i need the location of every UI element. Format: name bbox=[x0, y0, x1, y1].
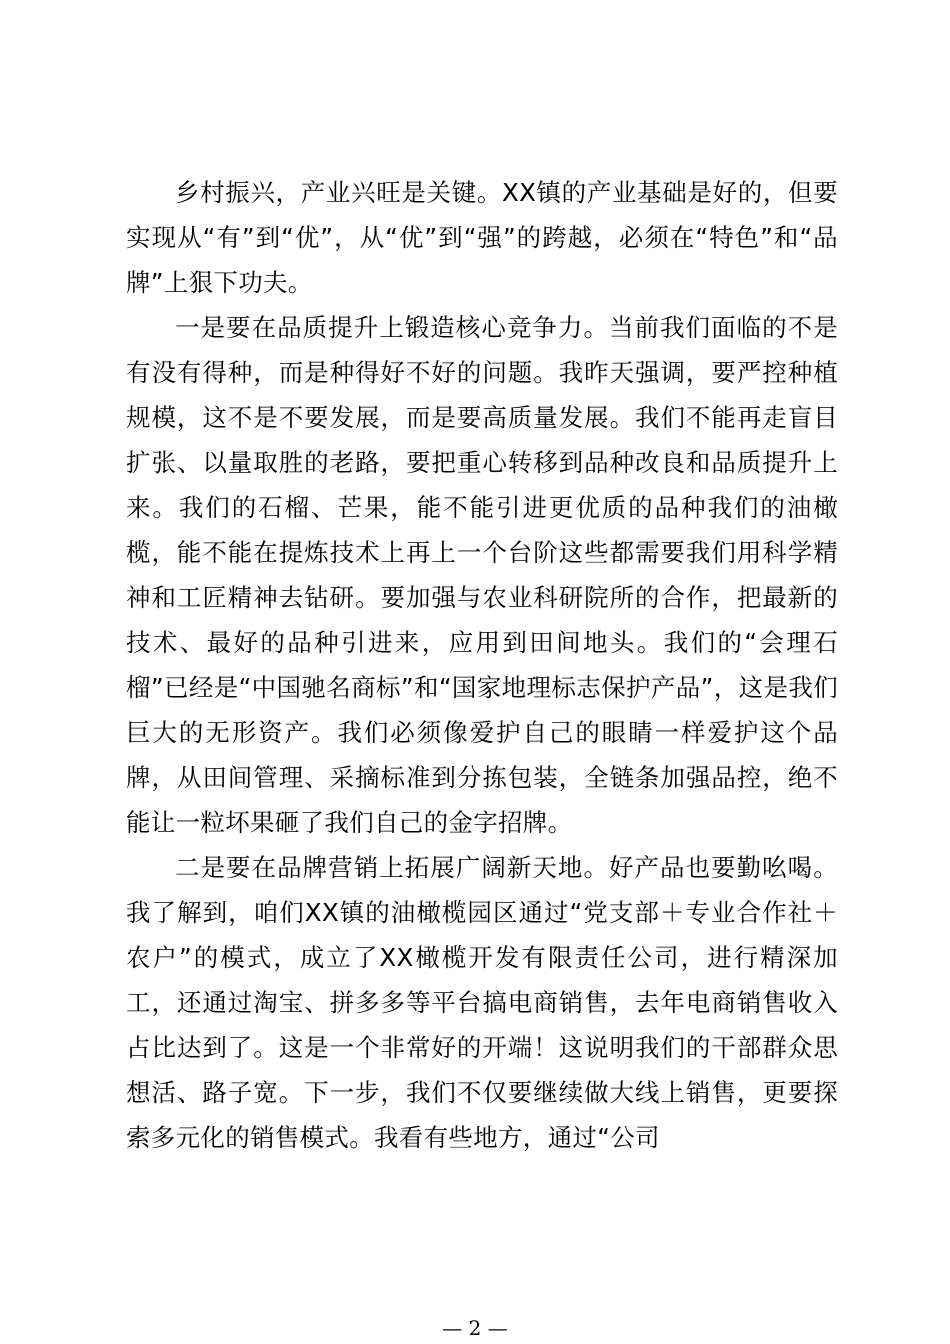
document-body bbox=[126, 170, 838, 1160]
paragraph-marketing: 二是要在品牌营销上拓展广阔新天地。好产品也要勤吆喝。我了解到，咱们XX镇的油橄榄园区通过“党支部＋专业合作社＋农户”的模式，成立了XX橄榄开发有限责任公司，进行精深加工，还通过淘宝、拼多多等平台搞电商销售，去年电商销售收入占比达到了。这是一个非常好的开端！这说明我们的干部群众思想活、路子宽。下一步，我们不仅要继续做大线上销售，更要探索多元化的销售模式。我看有些地方，通过“公司 bbox=[126, 853, 838, 1152]
paragraph-intro: 乡村振兴，产业兴旺是关键。XX镇的产业基础是好的，但要实现从“有”到“优”，从“优”到“强”的跨越，必须在“特色”和“品牌”上狠下功夫。 bbox=[126, 178, 838, 297]
paragraph-quality: 一是要在品质提升上锻造核心竞争力。当前我们面临的不是有没有得种，而是种得好不好的问题。我昨天强调，要严控种植规模，这不是不要发展，而是要高质量发展。我们不能再走盲目扩张、以量取胜的老路，要把重心转移到品种改良和品质提升上来。我们的石榴、芒果，能不能引进更优质的品种我们的油橄榄，能不能在提炼技术上再上一个台阶这些都需要我们用科学精神和工匠精神去钻研。要加强与农业科研院所的合作，把最新的技术、最好的品种引进来，应用到田间地头。我们的“会理石榴”已经是“中国驰名商标”和“国家地理标志保护产品”，这是我们巨大的无形资产。我们必须像爱护自己的眼睛一样爱护这个品牌，从田间管理、采摘标准到分拣包装，全链条加强品控，绝不能让一粒坏果砸了我们自己的金字招牌。 bbox=[126, 313, 838, 837]
page-number: — 2 — bbox=[442, 1316, 508, 1340]
